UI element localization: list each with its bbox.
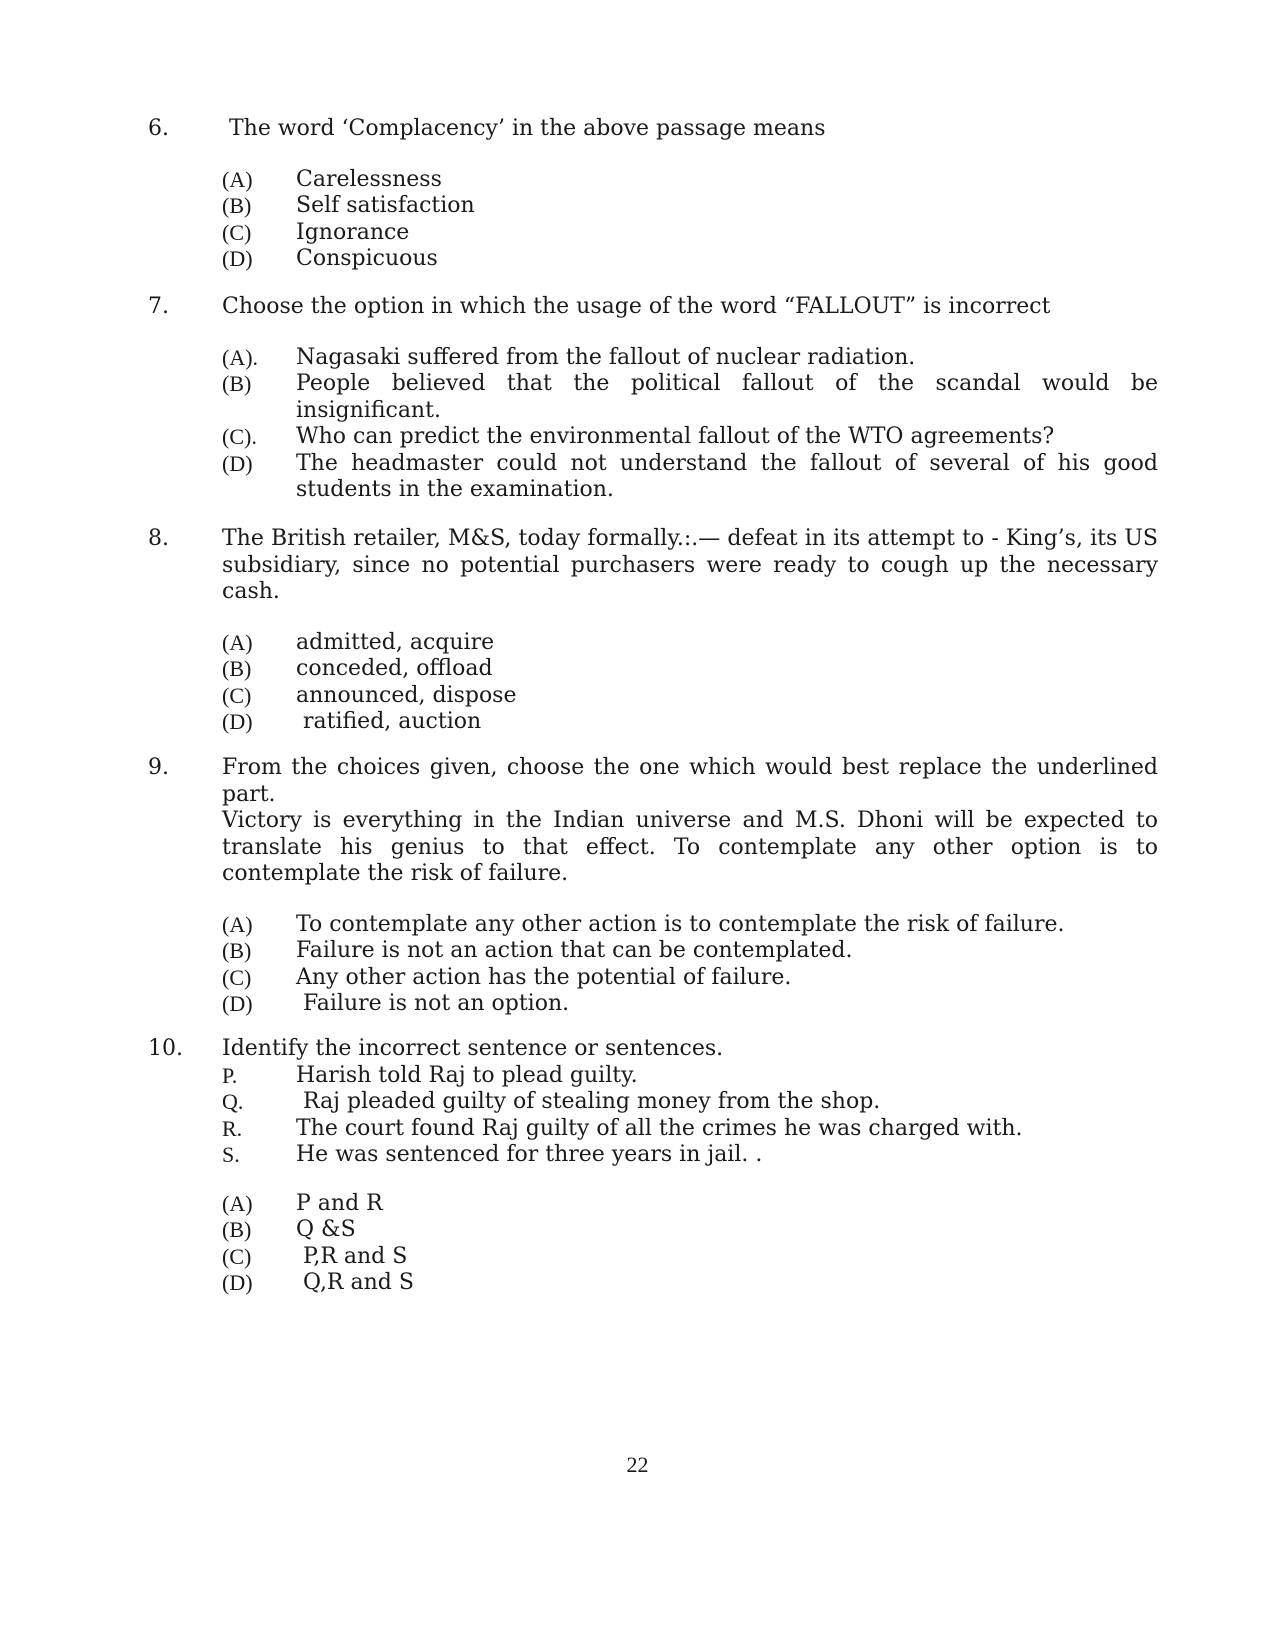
- option-text: Q &S: [296, 1217, 356, 1242]
- statement-text: He was sentenced for three years in jail. .: [296, 1142, 763, 1167]
- option-label: (D): [222, 246, 253, 271]
- option-text: Self satisfaction: [296, 193, 475, 218]
- question-9: [148, 755, 1158, 1018]
- option-label: (D): [222, 991, 253, 1016]
- option-label: (A).: [222, 344, 259, 370]
- option-b: [222, 193, 1158, 220]
- question-passage: Victory is everything in the Indian universe and M.S. Dhoni will be expected to translate his genius to that effect. To contemplate any other option is to contemplate the risk of failure.: [222, 808, 1158, 886]
- options-list: [222, 630, 1158, 736]
- option-text: conceded, offload: [296, 656, 493, 681]
- option-label: (B): [222, 656, 252, 681]
- option-d: [222, 246, 1158, 273]
- option-label: (A): [222, 629, 253, 655]
- option-b: [222, 371, 1158, 424]
- option-label: (B): [222, 193, 252, 218]
- option-label: (C).: [222, 424, 257, 449]
- option-a: [222, 1191, 1158, 1218]
- question-text: The word ‘Complacency’ in the above passage means: [229, 116, 826, 141]
- option-label: (D): [222, 709, 253, 734]
- option-label: (B): [222, 371, 252, 396]
- statement-q: [222, 1089, 1158, 1116]
- question-text: Choose the option in which the usage of the word “FALLOUT” is incorrect: [222, 294, 1051, 319]
- option-text: Failure is not an option.: [303, 991, 570, 1016]
- statement-label: R.: [222, 1115, 243, 1141]
- option-label: (D): [222, 450, 253, 476]
- question-number: 7.: [148, 294, 169, 319]
- options-list: [222, 167, 1158, 273]
- option-text: People believed that the political fallout of the scandal would be insignificant.: [296, 371, 1158, 423]
- question-8: [148, 526, 1158, 736]
- option-c: [222, 424, 1158, 451]
- option-d: [222, 1270, 1158, 1297]
- question-number: 8.: [148, 526, 169, 551]
- option-text: Conspicuous: [296, 246, 438, 271]
- statements-list: [222, 1063, 1158, 1169]
- option-d: [222, 709, 1158, 736]
- question-7: [148, 294, 1158, 504]
- option-label: (B): [222, 1217, 252, 1242]
- statement-s: [222, 1142, 1158, 1169]
- question-number: 10.: [148, 1036, 183, 1061]
- statement-label: P.: [222, 1062, 238, 1088]
- option-label: (A): [222, 911, 253, 937]
- question-6: [148, 116, 1158, 273]
- option-label: (C): [222, 219, 252, 245]
- option-b: [222, 656, 1158, 683]
- option-a: [222, 345, 1158, 372]
- option-text: Ignorance: [296, 219, 410, 245]
- option-label: (C): [222, 682, 252, 708]
- option-label: (C): [222, 964, 252, 990]
- statement-r: [222, 1116, 1158, 1143]
- option-a: [222, 167, 1158, 194]
- option-label: (A): [222, 166, 253, 192]
- question-number: 9.: [148, 755, 169, 780]
- option-d: [222, 991, 1158, 1018]
- option-b: [222, 938, 1158, 965]
- option-b: [222, 1217, 1158, 1244]
- question-text: The British retailer, M&S, today formally.:.— defeat in its attempt to - King’s, its US subsidiary, since no potential purchasers were ready to cough up the necessary cash.: [222, 526, 1158, 604]
- statement-text: The court found Raj guilty of all the crimes he was charged with.: [296, 1115, 1023, 1141]
- option-c: [222, 965, 1158, 992]
- option-c: [222, 220, 1158, 247]
- option-text: P,R and S: [303, 1243, 408, 1269]
- option-text: Nagasaki suffered from the fallout of nuclear radiation.: [296, 344, 916, 370]
- question-10: [148, 1036, 1158, 1297]
- question-text: Identify the incorrect sentence or sentences.: [222, 1036, 724, 1061]
- option-text: To contemplate any other action is to contemplate the risk of failure.: [296, 911, 1065, 937]
- option-a: [222, 912, 1158, 939]
- option-label: (A): [222, 1190, 253, 1216]
- option-text: The headmaster could not understand the fallout of several of his good students in the examination.: [296, 450, 1158, 502]
- statement-text: Harish told Raj to plead guilty.: [296, 1062, 638, 1088]
- option-text: Any other action has the potential of failure.: [296, 964, 792, 990]
- option-text: ratified, auction: [303, 709, 482, 734]
- option-c: [222, 1244, 1158, 1271]
- options-list: [222, 1191, 1158, 1297]
- option-text: Carelessness: [296, 166, 442, 192]
- option-text: Who can predict the environmental fallout of the WTO agreements?: [296, 424, 1055, 449]
- option-d: [222, 451, 1158, 504]
- statement-label: Q.: [222, 1089, 244, 1114]
- option-label: (B): [222, 938, 252, 963]
- option-label: (D): [222, 1270, 253, 1295]
- question-number: 6.: [148, 116, 169, 141]
- options-list: [222, 345, 1158, 504]
- option-text: Q,R and S: [303, 1270, 414, 1295]
- statement-p: [222, 1063, 1158, 1090]
- option-c: [222, 683, 1158, 710]
- option-text: admitted, acquire: [296, 629, 495, 655]
- question-text: From the choices given, choose the one which would best replace the underlined part.: [222, 755, 1158, 807]
- option-a: [222, 630, 1158, 657]
- option-text: announced, dispose: [296, 682, 517, 708]
- option-text: Failure is not an action that can be contemplated.: [296, 938, 853, 963]
- statement-text: Raj pleaded guilty of stealing money from the shop.: [303, 1089, 881, 1114]
- options-list: [222, 912, 1158, 1018]
- option-text: P and R: [296, 1190, 383, 1216]
- option-label: (C): [222, 1243, 252, 1269]
- statement-label: S.: [222, 1142, 240, 1167]
- page-number: 22: [626, 1452, 649, 1477]
